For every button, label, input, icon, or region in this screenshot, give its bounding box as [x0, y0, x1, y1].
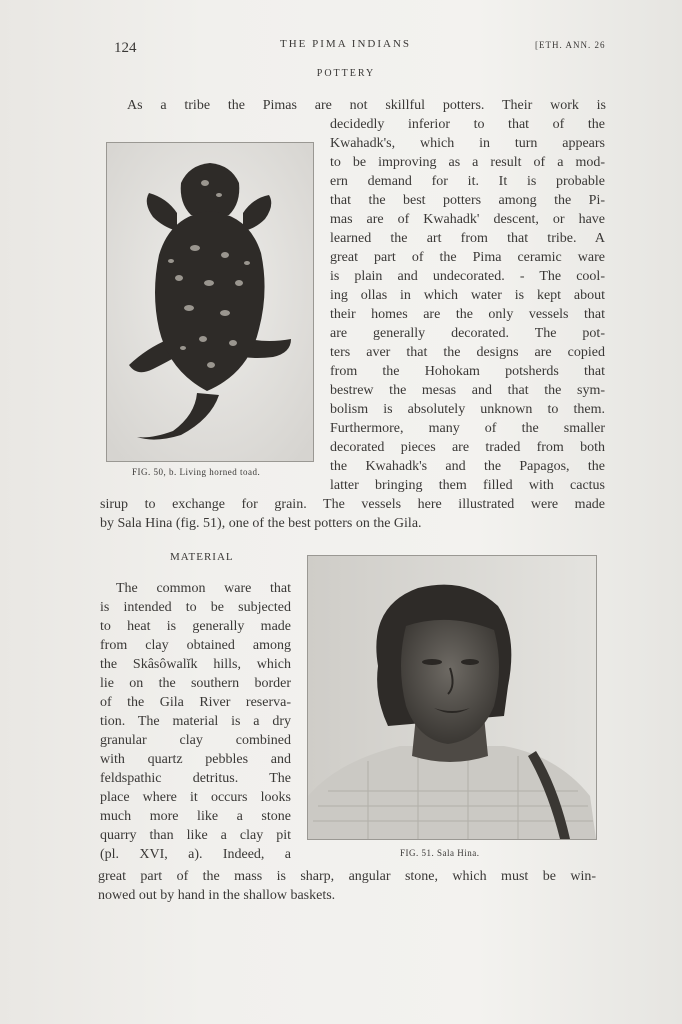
text-line: decorated pieces are traded from both — [330, 440, 605, 455]
text-line: quarry than like a clay pit — [100, 828, 291, 843]
text-line: with quartz pebbles and — [100, 752, 291, 767]
text-line: the Kwahadk's and the Papagos, the — [330, 459, 605, 474]
text-line: much more like a stone — [100, 809, 291, 824]
text-line: bestrew the mesas and that the sym- — [330, 383, 605, 398]
text-line: to heat is generally made — [100, 619, 291, 634]
text-line: bolism is absolutely unknown to them. — [330, 402, 605, 417]
running-head — [110, 36, 610, 56]
text-line: mas are of Kwahadk' descent, or have — [330, 212, 605, 227]
text-line: that the best potters among the Pi- — [330, 193, 605, 208]
text-line: latter bringing them filled with cactus — [330, 478, 605, 493]
horned-toad-illustration — [107, 143, 313, 461]
text-line: sirup to exchange for grain. The vessels here illustrated were made — [100, 497, 605, 512]
portrait-photo — [308, 556, 596, 839]
text-line: decidedly inferior to that of the — [330, 117, 605, 132]
text-line: As a tribe the Pimas are not skillful potters. Their work is — [127, 98, 606, 113]
text-line: the Skâsôwalĭk hills, which — [100, 657, 291, 672]
text-line: lie on the southern border — [100, 676, 291, 691]
figure-horned-toad — [106, 142, 314, 462]
text-line: tion. The material is a dry — [100, 714, 291, 729]
text-line: ters aver that the designs are copied — [330, 345, 605, 360]
text-line: great part of the Pima ceramic ware — [330, 250, 605, 265]
text-line: feldspathic detritus. The — [100, 771, 291, 786]
text-line: is plain and undecorated. - The cool- — [330, 269, 605, 284]
text-line: from clay obtained among — [100, 638, 291, 653]
text-line: Furthermore, many of the smaller — [330, 421, 605, 436]
text-line: learned the art from that tribe. A — [330, 231, 605, 246]
text-line: The common ware that — [116, 581, 291, 596]
text-line: ern demand for it. It is probable — [330, 174, 605, 189]
figure-50-caption: FIG. 50, b. Living horned toad. — [132, 467, 261, 477]
text-line: (pl. XVI, a). Indeed, a — [100, 847, 291, 862]
text-line: Kwahadk's, which in turn appears — [330, 136, 605, 151]
section-title: POTTERY — [316, 68, 376, 79]
text-line: nowed out by hand in the shallow baskets. — [98, 888, 336, 903]
text-line: their homes are the only vessels that — [330, 307, 605, 322]
subheading-material: MATERIAL — [170, 551, 234, 563]
text-line: to be improving as a result of a mod- — [330, 155, 605, 170]
series-reference: [ETH. ANN. 26 — [535, 40, 606, 50]
text-line: granular clay combined — [100, 733, 291, 748]
text-line: is intended to be subjected — [100, 600, 291, 615]
page-number: 124 — [114, 40, 137, 56]
figure-sala-hina-portrait — [307, 555, 597, 840]
text-line: of the Gila River reserva- — [100, 695, 291, 710]
text-line: by Sala Hina (fig. 51), one of the best potters on the Gila. — [100, 516, 422, 531]
text-line: great part of the mass is sharp, angular stone, which must be win- — [98, 869, 596, 884]
running-title: THE PIMA INDIANS — [280, 38, 411, 50]
text-line: place where it occurs looks — [100, 790, 291, 805]
text-line: from the Hohokam potsherds that — [330, 364, 605, 379]
text-line: ing ollas in which water is kept about — [330, 288, 605, 303]
figure-51-caption: FIG. 51. Sala Hina. — [400, 848, 480, 858]
text-line: are generally decorated. The pot- — [330, 326, 605, 341]
